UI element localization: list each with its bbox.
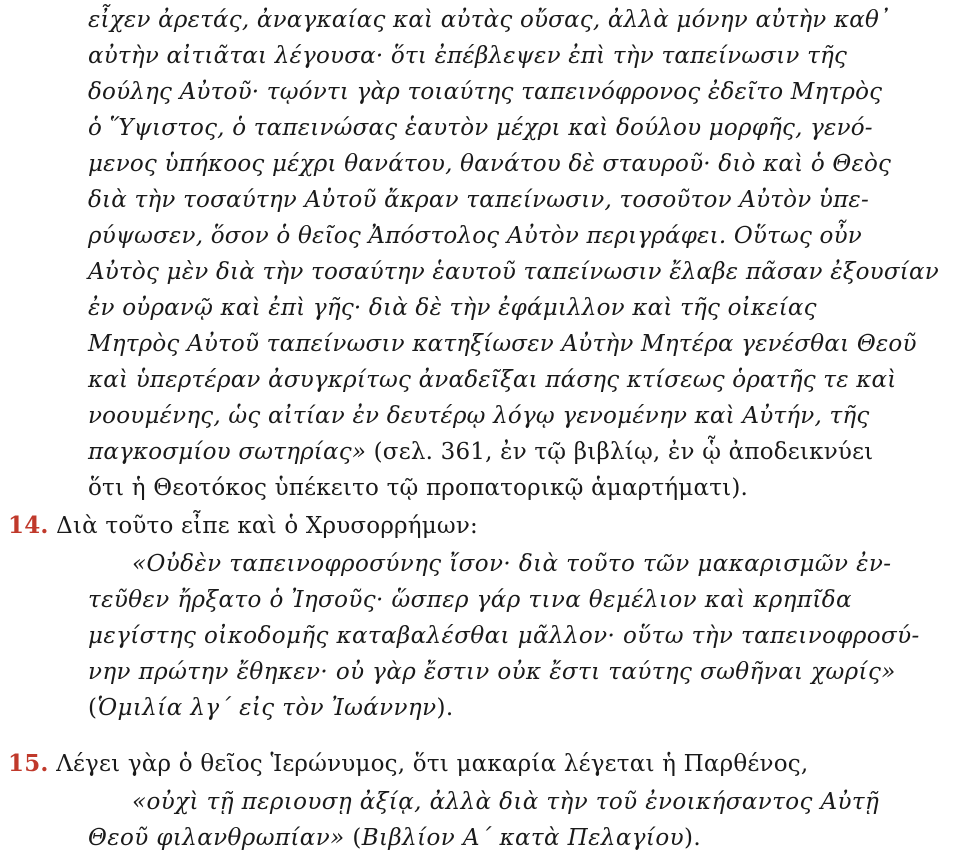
text-line: καὶ ὑπερτέραν ἀσυγκρίτως ἀναδεῖξαι πάσης κτίσεως ὁρατῆς τε καὶ xyxy=(88,367,897,393)
quote-line: νην πρώτην ἔθηκεν· οὐ γὰρ ἔστιν οὐκ ἔστι ταύτης σωθῆναι χωρίς» xyxy=(88,659,896,685)
text-line: αὐτὴν αἰτιᾶται λέγουσα· ὅτι ἐπέβλεψεν ἐπὶ τὴν ταπείνωσιν τῆς xyxy=(88,43,848,69)
text-line: νοουμένης, ὡς αἰτίαν ἐν δευτέρῳ λόγῳ γενομένην καὶ Αὐτήν, τῆς xyxy=(88,403,870,429)
text-line: μενος ὑπήκοος μέχρι θανάτου, θανάτου δὲ σταυροῦ· διὸ καὶ ὁ Θεὸς xyxy=(88,151,892,177)
text-line: εἶχεν ἀρετάς, ἀναγκαίας καὶ αὐτὰς οὔσας, ἀλλὰ μόνην αὐτὴν καθ᾽ xyxy=(88,7,891,33)
quote-end-text: παγκοσμίου σωτηρίας» xyxy=(88,439,367,465)
section-number: 14. xyxy=(8,512,49,539)
text-line: Αὐτὸς μὲν διὰ τὴν τοσαύτην ἑαυτοῦ ταπείνωσιν ἔλαβε πᾶσαν ἐξουσίαν xyxy=(88,259,939,285)
section-number: 15. xyxy=(8,750,49,777)
section-heading-line xyxy=(8,748,808,780)
quote-end-text: Θεοῦ φιλανθρωπίαν» xyxy=(88,825,345,851)
paren-close: ). xyxy=(436,695,454,721)
text-line: διὰ τὴν τοσαύτην Αὐτοῦ ἄκραν ταπείνωσιν, τοσοῦτον Αὐτὸν ὑπε- xyxy=(88,187,869,213)
text-line: ὅτι ἡ Θεοτόκος ὑπέκειτο τῷ προπατορικῷ ἁμαρτήματι). xyxy=(88,475,749,501)
quote-line: «Οὐδὲν ταπεινοφροσύνης ἴσον· διὰ τοῦτο τῶν μακαρισμῶν ἐν- xyxy=(132,551,892,577)
section-intro: Διὰ τοῦτο εἶπε καὶ ὁ Χρυσορρήμων: xyxy=(48,513,478,539)
text-line: ρύψωσεν, ὅσον ὁ θεῖος Ἀπόστολος Αὐτὸν περιγράφει. Οὕτως οὖν xyxy=(88,223,862,249)
text-line: ὁ Ὕψιστος, ὁ ταπεινώσας ἑαυτὸν μέχρι καὶ δούλου μορφῆς, γενό- xyxy=(88,115,873,141)
text-line: δούλης Αὐτοῦ· τῳόντι γὰρ τοιαύτης ταπεινόφρονος ἐδεῖτο Μητρὸς xyxy=(88,79,883,105)
quote-line: τεῦθεν ἤρξατο ὁ Ἰησοῦς· ὥσπερ γάρ τινα θεμέλιον καὶ κρηπῖδα xyxy=(88,587,852,613)
quote-source: Ὁμιλία λγ´ εἰς τὸν Ἰωάννην xyxy=(97,695,437,721)
text-line: Μητρὸς Αὐτοῦ ταπείνωσιν κατηξίωσεν Αὐτὴν Μητέρα γενέσθαι Θεοῦ xyxy=(88,331,917,357)
quote-line: «οὐχὶ τῇ περιουσῃ ἀξίᾳ, ἀλλὰ διὰ τὴν τοῦ ἐνοικήσαντος Αὐτῇ xyxy=(132,789,880,815)
text-line: ἐν οὐρανῷ καὶ ἐπὶ γῆς· διὰ δὲ τὴν ἐφάμιλλον καὶ τῆς οἰκείας xyxy=(88,295,817,321)
citation-text: (σελ. 361, ἐν τῷ βιβλίῳ, ἐν ᾧ ἀποδεικνύει xyxy=(366,439,874,465)
quote-source-line xyxy=(88,692,454,724)
quote-line: μεγίστης οἰκοδομῆς καταβαλέσθαι μᾶλλον· οὕτω τὴν ταπεινοφροσύ- xyxy=(88,623,920,649)
section-heading-line xyxy=(8,510,478,542)
section-intro: Λέγει γὰρ ὁ θεῖος Ἱερώνυμος, ὅτι μακαρία λέγεται ἡ Παρθένος, xyxy=(48,751,809,777)
paren-open: ( xyxy=(344,825,362,851)
paren-open: ( xyxy=(88,695,98,721)
quote-source: Βιβλίον Α´ κατὰ Πελαγίου xyxy=(361,825,684,851)
text-line xyxy=(88,436,873,468)
paren-close: ). xyxy=(683,825,702,851)
quote-line xyxy=(88,822,701,854)
